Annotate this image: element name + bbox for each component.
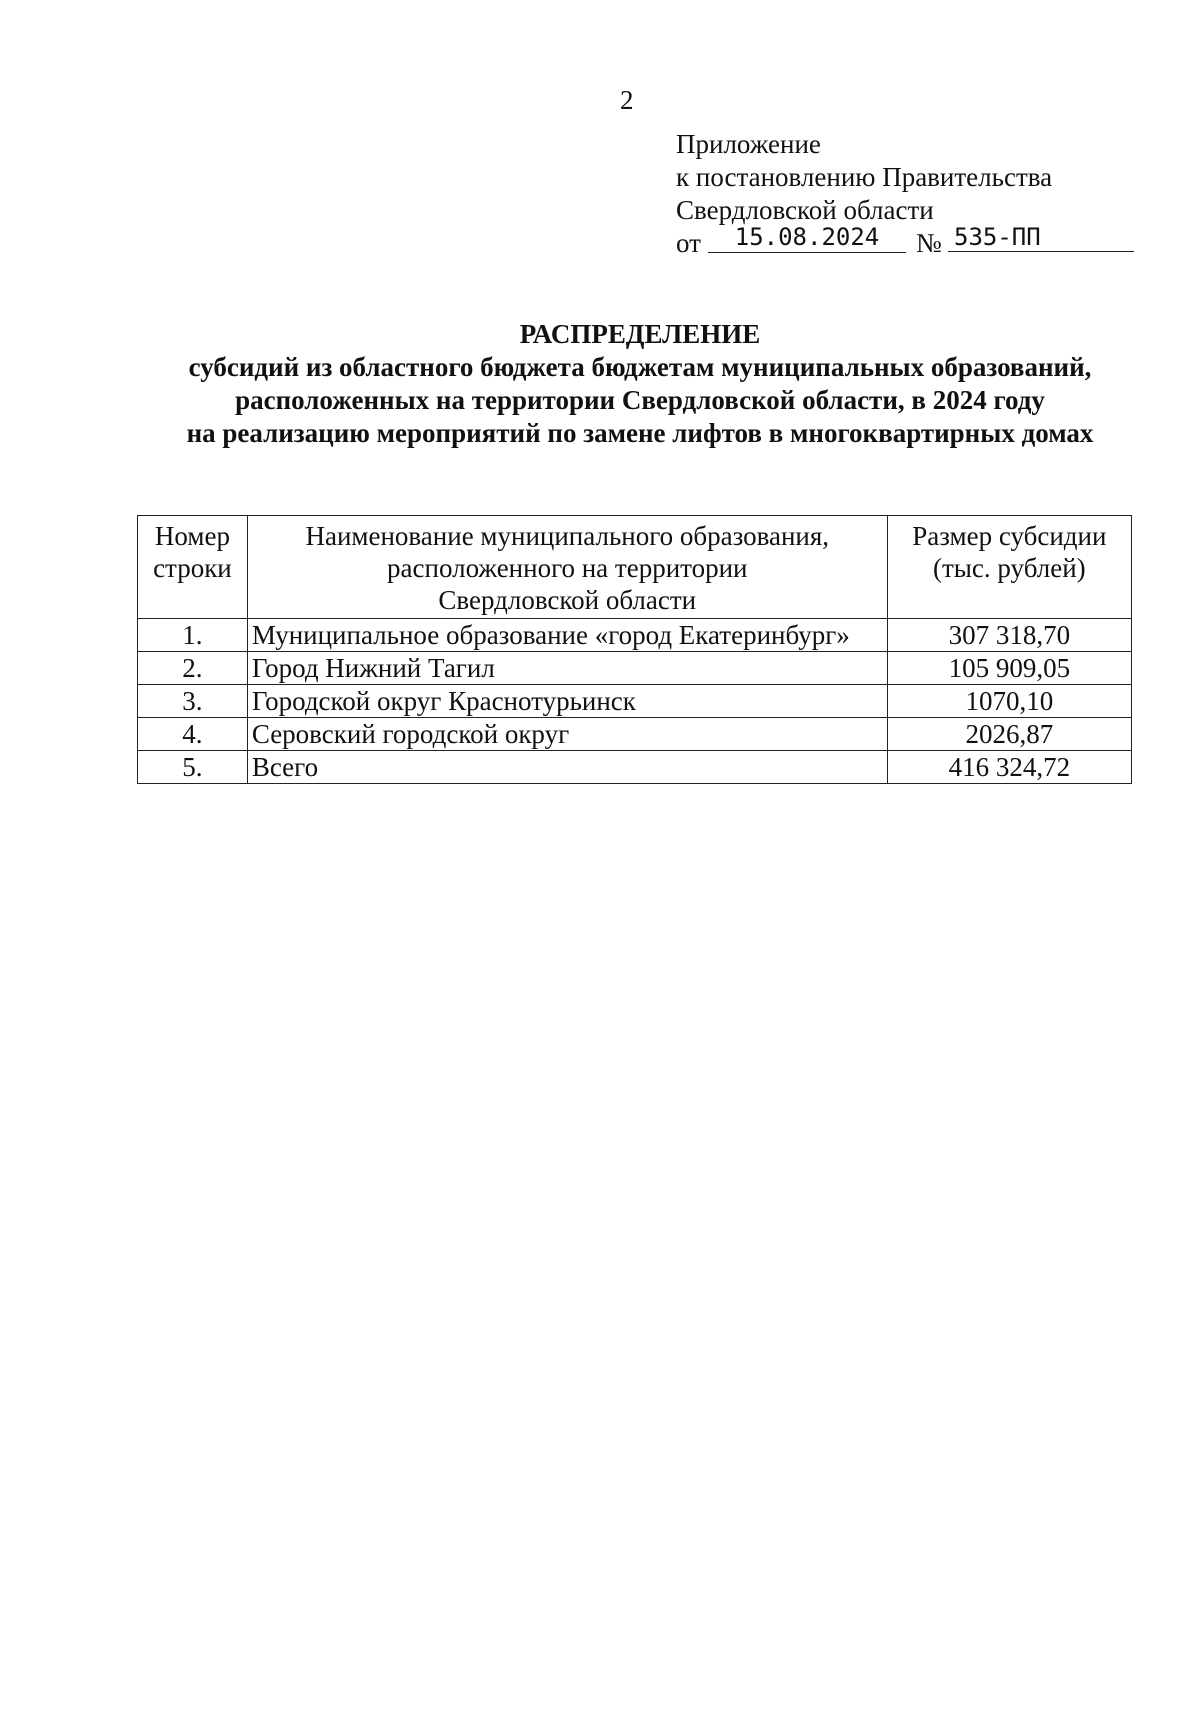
appendix-line: Приложение (676, 129, 821, 159)
municipality-name: Город Нижний Тагил (247, 652, 887, 685)
subsidy-amount: 2026,87 (887, 718, 1131, 751)
title-heading: РАСПРЕДЕЛЕНИЕ (519, 319, 761, 349)
municipality-name: Серовский городской округ (247, 718, 887, 751)
appendix-line: к постановлению Правительства (676, 162, 1053, 192)
number-sign: № (916, 228, 942, 258)
resolution-reference (676, 222, 1136, 256)
resolution-date: 15.08.2024 (708, 222, 906, 253)
resolution-number: 535-ПП (948, 222, 1134, 252)
table-header-row (138, 516, 1132, 619)
subsidy-amount: 105 909,05 (887, 652, 1131, 685)
subsidy-amount: 1070,10 (887, 685, 1131, 718)
subsidy-amount: 307 318,70 (887, 619, 1131, 652)
row-number: 4. (138, 718, 248, 751)
title-line: субсидий из областного бюджета бюджетам муниципальных образований, (188, 352, 1092, 382)
table-row-total (138, 751, 1132, 784)
table-row (138, 619, 1132, 652)
title-line: расположенных на территории Свердловской области, в 2024 году (235, 385, 1045, 415)
row-number: 1. (138, 619, 248, 652)
row-number: 5. (138, 751, 248, 784)
municipality-name: Муниципальное образование «город Екатеринбург» (247, 619, 887, 652)
appendix-line: Свердловской области (676, 195, 934, 225)
header-row-number: Номер строки (138, 516, 248, 619)
header-subsidy-amount: Размер субсидии (тыс. рублей) (887, 516, 1131, 619)
table-row (138, 718, 1132, 751)
page-number: 2 (620, 85, 634, 115)
distribution-table (137, 515, 1132, 784)
appendix-block (676, 128, 1052, 227)
total-amount: 416 324,72 (887, 751, 1131, 784)
table-row (138, 685, 1132, 718)
table-row (138, 652, 1132, 685)
date-prefix: от (676, 228, 701, 258)
header-municipality-name: Наименование муниципального образования, расположенного на территории Свердловской области (247, 516, 887, 619)
municipality-name: Городской округ Краснотурьинск (247, 685, 887, 718)
row-number: 2. (138, 652, 248, 685)
title-line: на реализацию мероприятий по замене лифтов в многоквартирных домах (186, 418, 1094, 448)
row-number: 3. (138, 685, 248, 718)
document-title (100, 318, 1180, 450)
total-label: Всего (247, 751, 887, 784)
